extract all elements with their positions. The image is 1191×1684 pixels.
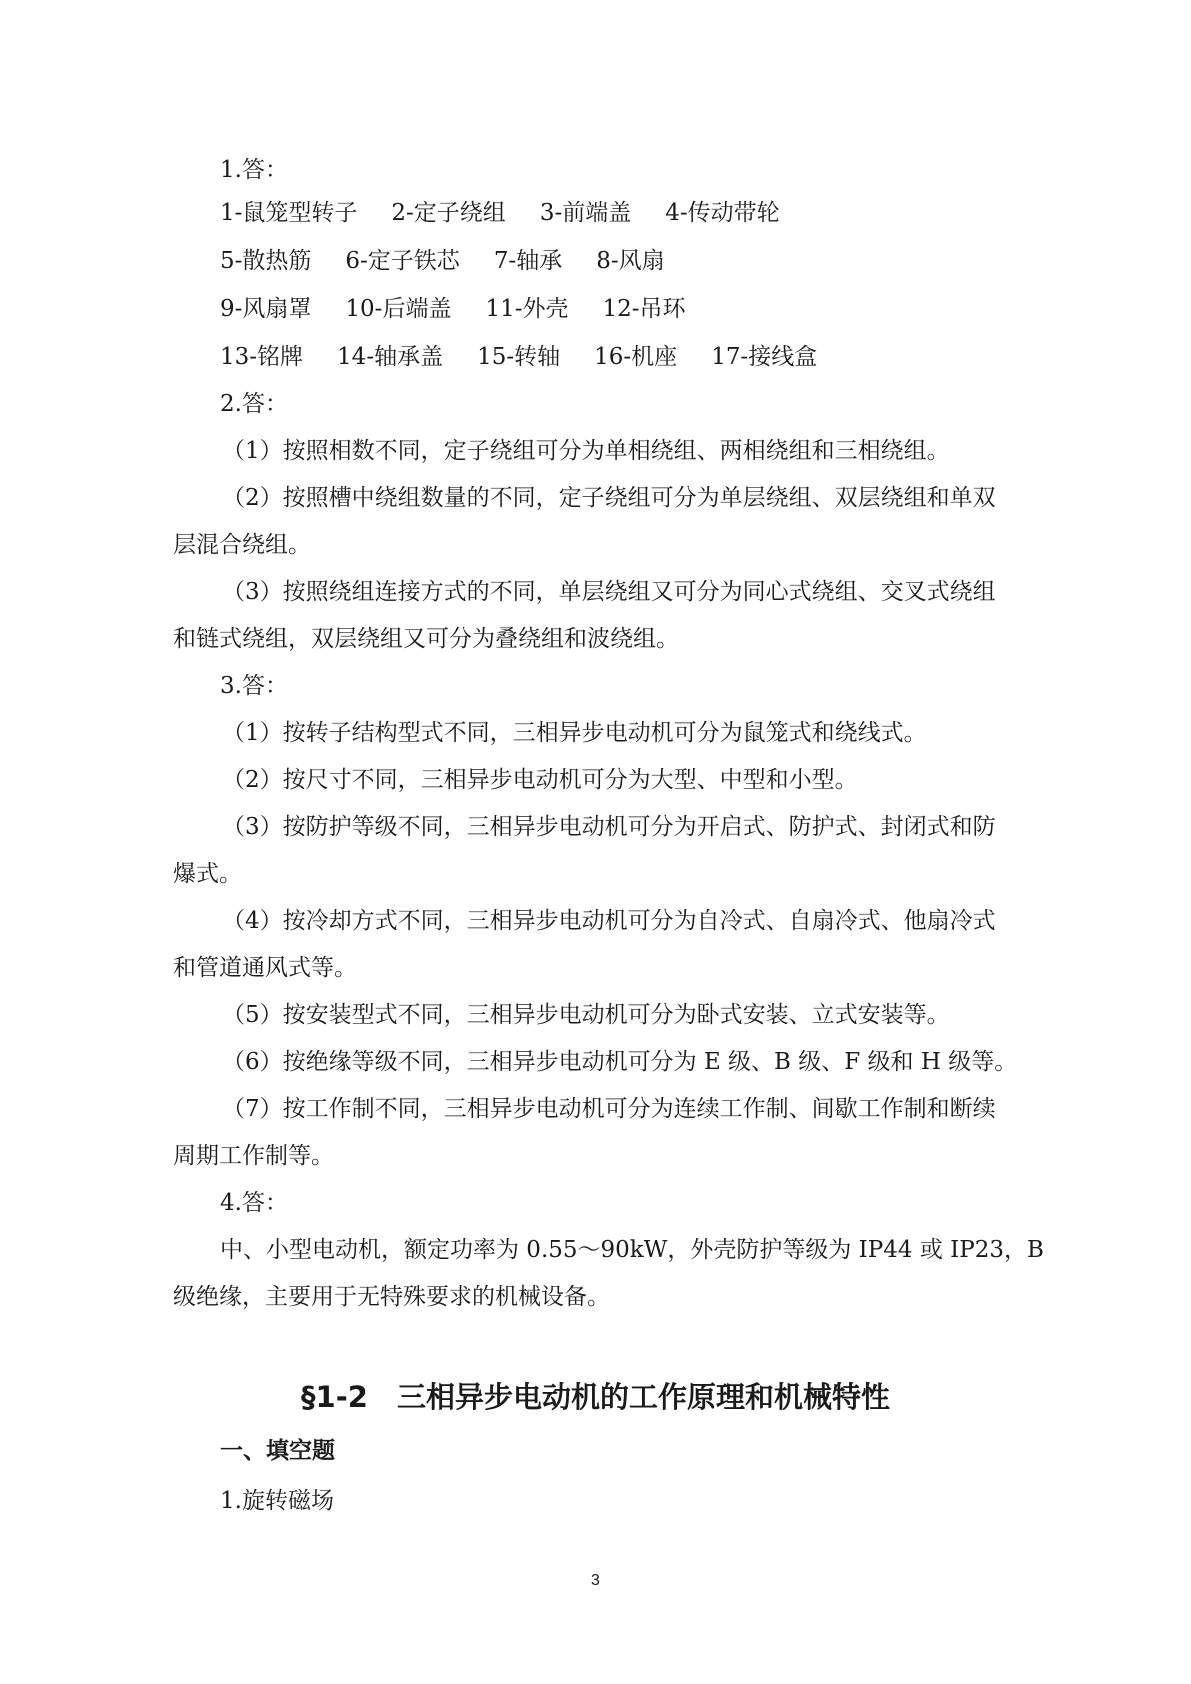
q3-para-4-line-1: （4）按冷却方式不同，三相异步电动机可分为自冷式、自扇冷式、他扇冷式: [222, 908, 996, 934]
part-item: 3-前端盖: [539, 200, 632, 226]
q3-label: 3.答：: [220, 673, 288, 699]
q3-para-5: （5）按安装型式不同，三相异步电动机可分为卧式安装、立式安装等。: [222, 1002, 950, 1028]
q2-para-2-line-2: 层混合绕组。: [173, 532, 311, 558]
part-item: 17-接线盒: [711, 344, 818, 370]
part-item: 16-机座: [594, 344, 678, 370]
section-subtitle: 一、填空题: [220, 1438, 335, 1464]
q3-para-3-line-2: 爆式。: [173, 861, 242, 887]
part-item: 13-铭牌: [220, 344, 304, 370]
part-item: 11-外壳: [485, 296, 569, 322]
q4-para-line-2: 级绝缘，主要用于无特殊要求的机械设备。: [173, 1284, 610, 1310]
q4-para-line-1: 中、小型电动机，额定功率为 0.55～90kW，外壳防护等级为 IP44 或 IP23，B: [220, 1237, 1044, 1263]
part-item: 14-轴承盖: [337, 344, 444, 370]
q2-para-2-line-1: （2）按照槽中绕组数量的不同，定子绕组可分为单层绕组、双层绕组和单双: [222, 485, 996, 511]
q3-para-3-line-1: （3）按防护等级不同，三相异步电动机可分为开启式、防护式、封闭式和防: [222, 814, 996, 840]
part-item: 12-吊环: [602, 296, 686, 322]
part-item: 8-风扇: [596, 248, 665, 274]
q3-para-4-line-2: 和管道通风式等。: [173, 955, 357, 981]
part-item: 1-鼠笼型转子: [220, 200, 358, 226]
q1-parts-row-4: [220, 342, 1026, 372]
page-number: 3: [591, 1572, 600, 1589]
q3-para-6: （6）按绝缘等级不同，三相异步电动机可分为 E 级、B 级、F 级和 H 级等。: [222, 1049, 1018, 1075]
part-item: 7-轴承: [493, 248, 563, 274]
q2-para-3-line-2: 和链式绕组，双层绕组又可分为叠绕组和波绕组。: [173, 626, 679, 652]
part-item: 4-传动带轮: [665, 200, 780, 226]
q1-parts-row-1: [220, 198, 1026, 228]
q3-para-1: （1）按转子结构型式不同，三相异步电动机可分为鼠笼式和绕线式。: [222, 720, 927, 746]
part-item: 15-转轴: [477, 344, 561, 370]
section-item-1: 1.旋转磁场: [220, 1488, 334, 1514]
q2-para-1: （1）按照相数不同，定子绕组可分为单相绕组、两相绕组和三相绕组。: [222, 438, 950, 464]
part-item: 5-散热筋: [220, 248, 312, 274]
section-title: §1-2 三相异步电动机的工作原理和机械特性: [301, 1380, 890, 1414]
part-item: 9-风扇罩: [220, 296, 312, 322]
part-item: 6-定子铁芯: [345, 248, 460, 274]
q1-label: 1.答：: [220, 157, 288, 183]
q3-para-7-line-1: （7）按工作制不同，三相异步电动机可分为连续工作制、间歇工作制和断续: [222, 1096, 996, 1122]
q1-parts-row-3: [220, 294, 1026, 324]
q2-label: 2.答：: [220, 391, 288, 417]
q4-label: 4.答：: [220, 1190, 288, 1216]
q2-para-3-line-1: （3）按照绕组连接方式的不同，单层绕组又可分为同心式绕组、交叉式绕组: [222, 579, 996, 605]
q3-para-7-line-2: 周期工作制等。: [173, 1143, 334, 1169]
part-item: 2-定子绕组: [391, 200, 506, 226]
part-item: 10-后端盖: [345, 296, 452, 322]
q3-para-2: （2）按尺寸不同，三相异步电动机可分为大型、中型和小型。: [222, 767, 858, 793]
q1-parts-row-2: [220, 246, 1026, 276]
